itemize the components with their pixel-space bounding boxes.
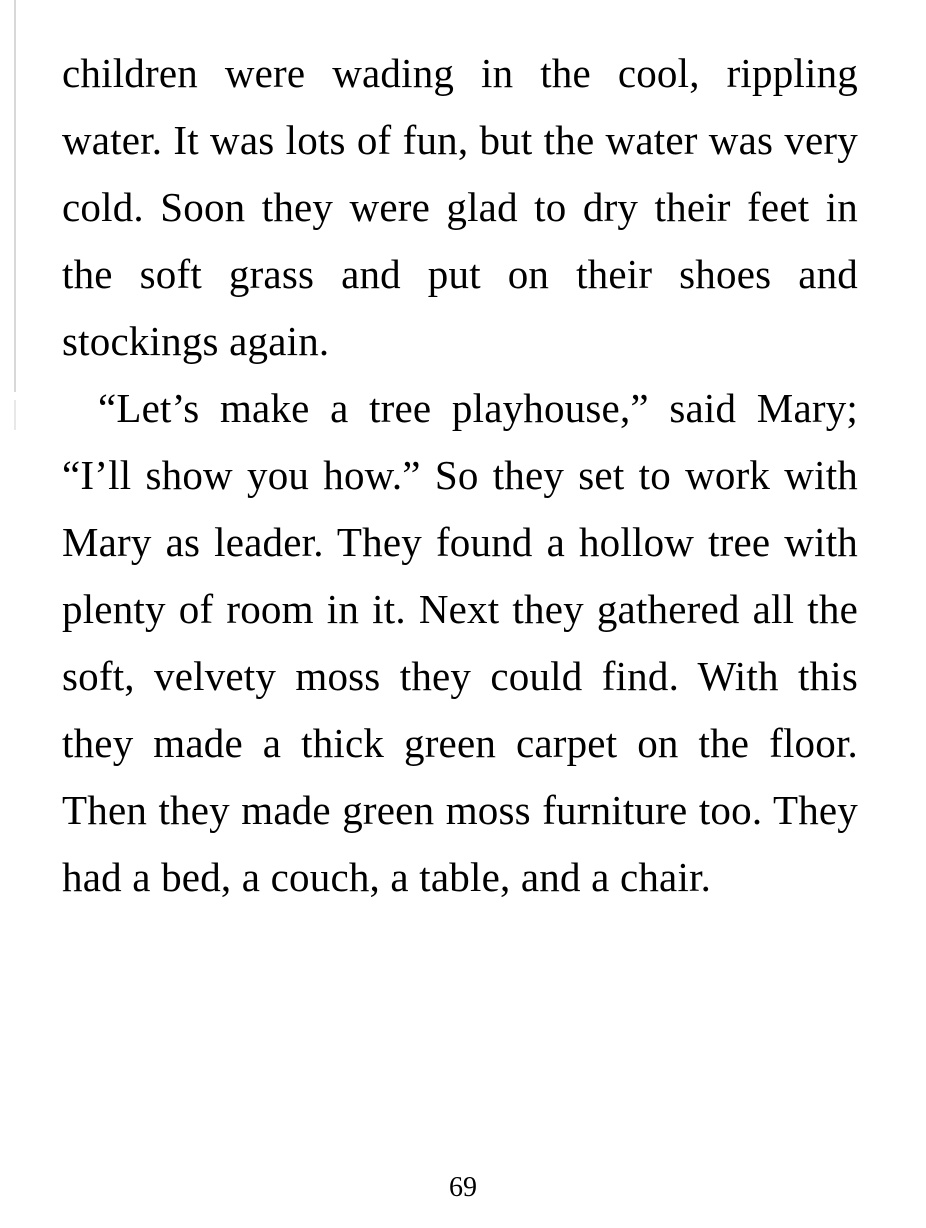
page-number: 69 <box>449 1172 477 1203</box>
paragraph-1: children were wading in the cool, rippling water. It was lots of fun, but the water was very cold. Soon they were glad to dry their feet in the soft grass and put on their shoes and stockings again. <box>62 50 858 364</box>
scan-edge-artifact <box>14 0 16 392</box>
paragraph-2: “Let’s make a tree playhouse,” said Mary; “I’ll show you how.” So they set to work with Mary as leader. They found a hollow tree with plenty of room in it. Next they gathered all the soft, velvety moss they could find. With this they made a thick green carpet on the floor. Then they made green moss furniture too. They had a bed, a couch, a table, and a chair. <box>62 385 858 900</box>
page-body-text <box>62 40 858 911</box>
scan-edge-artifact-lower <box>14 400 16 430</box>
